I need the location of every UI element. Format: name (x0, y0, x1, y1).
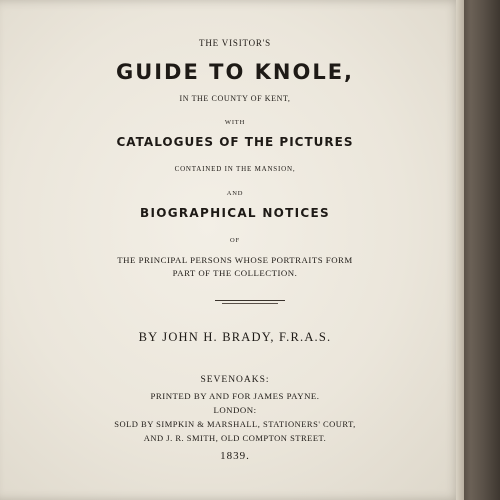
collection-line: PART OF THE COLLECTION. (172, 268, 298, 278)
with-line: WITH (224, 119, 246, 126)
catalogues-title: CATALOGUES OF THE PICTURES (116, 135, 354, 149)
contained-line: CONTAINED IN THE MANSION, (174, 165, 296, 173)
biographical-title: BIOGRAPHICAL NOTICES (140, 206, 330, 220)
county-line: IN THE COUNTY OF KENT, (179, 94, 291, 103)
of-line: OF (230, 237, 240, 244)
divider-rule-inner (222, 303, 278, 304)
imprint-city: LONDON: (213, 405, 257, 415)
imprint-seller-1: SOLD BY SIMPKIN & MARSHALL, STATIONERS' COURT, (114, 419, 356, 429)
author-line: BY JOHN H. BRADY, F.R.A.S. (138, 330, 332, 344)
principal-persons-line: THE PRINCIPAL PERSONS WHOSE PORTRAITS FORM (117, 255, 353, 265)
imprint-year: 1839. (220, 450, 250, 462)
imprint-place: SEVENOAKS: (200, 375, 270, 385)
and-line: AND (226, 190, 244, 197)
visitors-line: THE VISITOR'S (199, 38, 271, 48)
divider-rule (215, 300, 285, 301)
imprint-printer: PRINTED BY AND FOR JAMES PAYNE. (150, 391, 320, 401)
imprint-seller-2: AND J. R. SMITH, OLD COMPTON STREET. (143, 433, 327, 443)
main-title: GUIDE TO KNOLE, (115, 60, 355, 84)
